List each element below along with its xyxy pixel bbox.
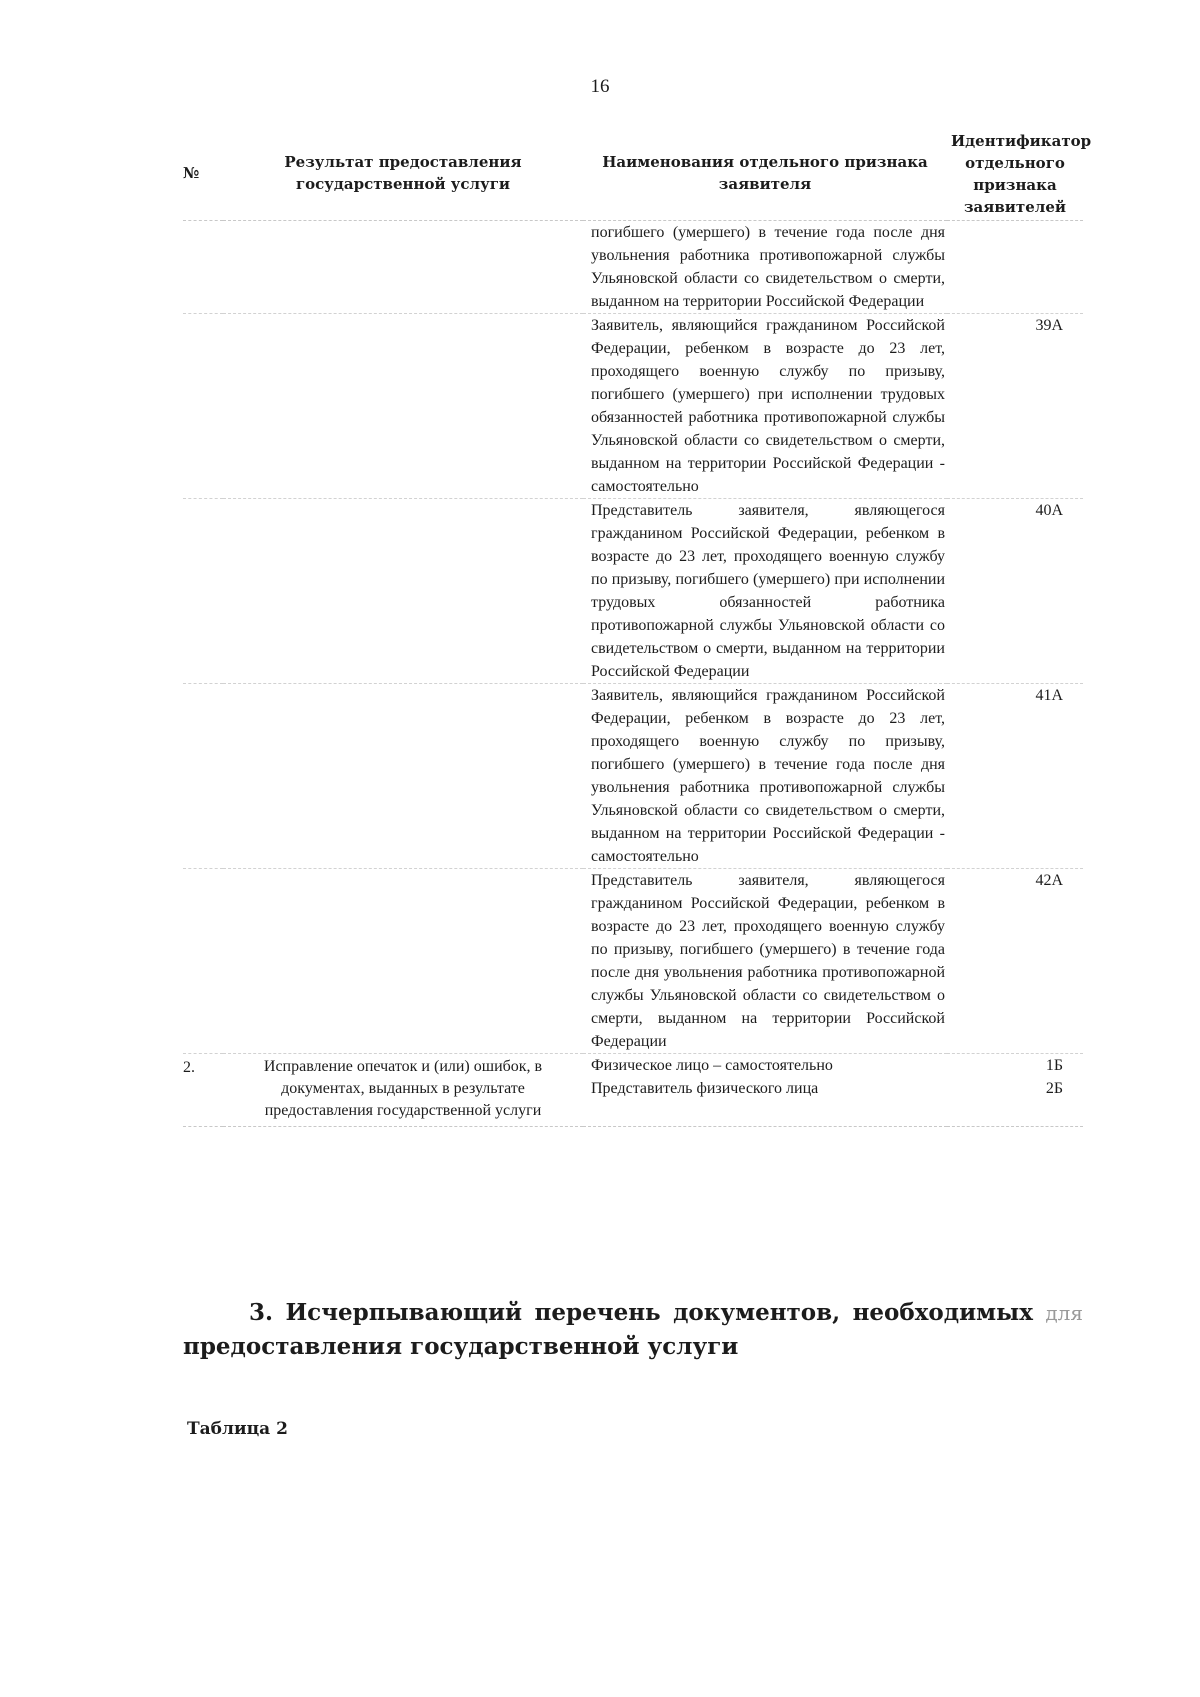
section-number: 3. [249, 1299, 274, 1326]
section-heading-line1 [183, 1296, 1083, 1330]
cell-attribute-name [583, 1054, 947, 1127]
attribute-id-item: 1Б [1045, 1057, 1063, 1074]
cell-number [183, 314, 223, 499]
cell-result [223, 499, 583, 684]
section-word: для [1045, 1301, 1083, 1325]
header-result: Результат предоставления государственной услуги [223, 128, 583, 221]
page-number: 16 [590, 76, 610, 97]
cell-attribute-id: 41А [947, 684, 1083, 869]
cell-attribute-id: 42А [947, 869, 1083, 1054]
table-row [183, 221, 1083, 314]
table-row [183, 314, 1083, 499]
cell-number [183, 499, 223, 684]
cell-attribute-id [947, 1054, 1083, 1127]
attribute-name-item: Представитель физического лица [591, 1080, 819, 1097]
section-word: необходимых [852, 1299, 1033, 1326]
cell-result [223, 314, 583, 499]
header-attribute-id: Идентификатор отдельного признака заявителей [947, 128, 1083, 221]
table-header-row [183, 128, 1083, 221]
cell-attribute-id: 40А [947, 499, 1083, 684]
table-row [183, 869, 1083, 1054]
cell-result: Исправление опечаток и (или) ошибок, в документах, выданных в результате предоставления государственной услуги [223, 1054, 583, 1127]
header-attribute-name: Наименования отдельного признака заявителя [583, 128, 947, 221]
section-word: перечень [534, 1299, 661, 1326]
table-row [183, 499, 1083, 684]
attribute-id-item: 2Б [1045, 1080, 1063, 1097]
cell-attribute-id: 39А [947, 314, 1083, 499]
cell-result [223, 684, 583, 869]
cell-attribute-name: Заявитель, являющийся гражданином Российской Федерации, ребенком в возрасте до 23 лет, проходящего военную службу по призыву, погибшего (умершего) при исполнении трудовых обязанностей работника противопожарной службы Ульяновской области со свидетельством о смерти, выданном на территории Российской Федерации - самостоятельно [583, 314, 947, 499]
cell-number [183, 221, 223, 314]
cell-attribute-name: Заявитель, являющийся гражданином Российской Федерации, ребенком в возрасте до 23 лет, проходящего военную службу по призыву, погибшего (умершего) в течение года после дня увольнения работника противопожарной службы Ульяновской области со свидетельством о смерти, выданном на территории Российской Федерации - самостоятельно [583, 684, 947, 869]
cell-number [183, 869, 223, 1054]
cell-number: 2. [183, 1054, 223, 1127]
cell-attribute-name: Представитель заявителя, являющегося гражданином Российской Федерации, ребенком в возрасте до 23 лет, проходящего военную службу по призыву, погибшего (умершего) в течение года после дня увольнения работника противопожарной службы Ульяновской области со свидетельством о смерти, выданном на территории Российской Федерации [583, 869, 947, 1054]
section-word: Исчерпывающий [285, 1299, 523, 1326]
cell-attribute-name: погибшего (умершего) в течение года после дня увольнения работника противопожарной службы Ульяновской области со свидетельством о смерти, выданном на территории Российской Федерации [583, 221, 947, 314]
section-heading-line2: предоставления государственной услуги [183, 1333, 739, 1360]
cell-result [223, 221, 583, 314]
cell-result [223, 869, 583, 1054]
applicant-attributes-table [183, 128, 1092, 1127]
attribute-name-item: Физическое лицо – самостоятельно [591, 1057, 833, 1074]
table-row-correction [183, 1054, 1083, 1127]
cell-number [183, 684, 223, 869]
table-row [183, 684, 1083, 869]
section-heading [183, 1296, 1083, 1364]
cell-attribute-id [947, 221, 1083, 314]
cell-attribute-name: Представитель заявителя, являющегося гражданином Российской Федерации, ребенком в возрасте до 23 лет, проходящего военную службу по призыву, погибшего (умершего) при исполнении трудовых обязанностей работника противопожарной службы Ульяновской области со свидетельством о смерти, выданном на территории Российской Федерации [583, 499, 947, 684]
header-number: № [183, 128, 223, 221]
table-caption: Таблица 2 [187, 1419, 288, 1439]
section-word: документов, [673, 1299, 841, 1326]
